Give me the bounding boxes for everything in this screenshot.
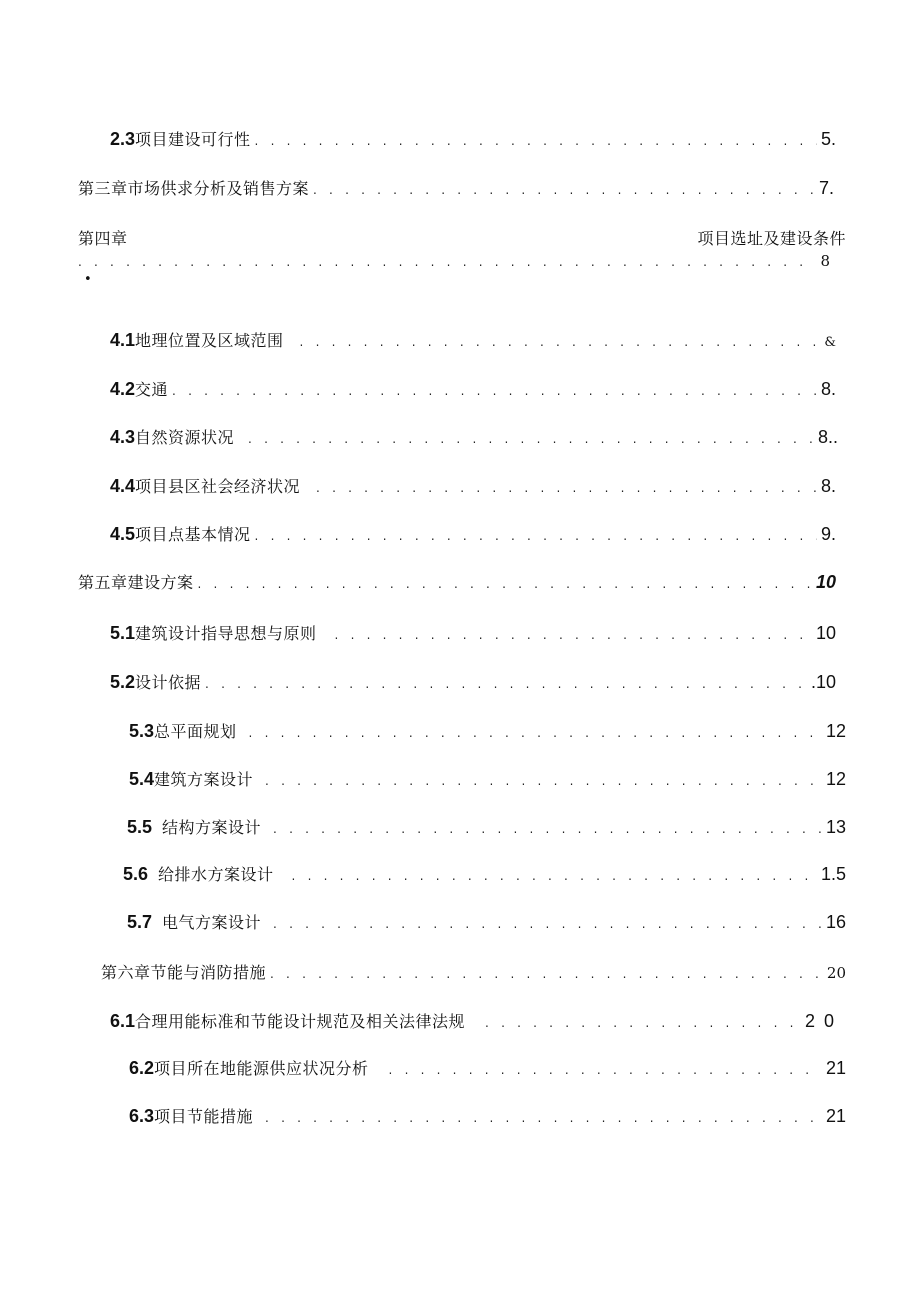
page-number: 12 [825, 769, 846, 789]
page-number: 10 [815, 572, 836, 592]
page-number: 10 [815, 623, 836, 643]
page-number: & [824, 335, 836, 350]
toc-entry-4-5[interactable] [110, 522, 836, 545]
dot-leader [273, 822, 822, 836]
section-number: 5.7 [127, 912, 153, 932]
section-title: 项目县区社会经济状况 [135, 477, 301, 496]
section-number: 5.2 [110, 672, 136, 692]
page-number: 20 [826, 964, 846, 982]
dot-leader [265, 774, 822, 788]
page-number: 5. [820, 129, 836, 149]
section-number: 4.5 [110, 524, 136, 544]
dot-leader [300, 335, 821, 349]
page-number: 12 [825, 721, 846, 741]
page-number: 13 [825, 817, 846, 837]
dot-leader [78, 255, 816, 269]
dot-leader [485, 1016, 801, 1030]
toc-entry-5-2[interactable] [110, 670, 836, 693]
toc-entry-6-2[interactable] [129, 1056, 846, 1079]
toc-entry-chapter-4[interactable] [78, 226, 846, 296]
dot-leader [255, 529, 817, 543]
dot-leader [255, 134, 817, 148]
toc-entry-chapter-5[interactable] [78, 570, 836, 593]
toc-entry-chapter-6[interactable] [101, 960, 846, 983]
dot-leader [205, 677, 807, 691]
page-number: 21 [825, 1058, 846, 1078]
toc-entry-5-6[interactable] [123, 862, 846, 885]
chapter-title: 第五章建设方案 [78, 573, 194, 592]
chapter-label: 第四章 [78, 229, 128, 248]
section-number: 6.3 [129, 1106, 155, 1126]
toc-entry-5-5[interactable] [127, 815, 846, 838]
toc-entry-6-1[interactable] [110, 1009, 836, 1032]
section-title: 建筑方案设计 [154, 770, 254, 789]
bullet-mark: • [84, 272, 92, 287]
section-number: 6.1 [110, 1011, 136, 1031]
page-number: .10 [810, 672, 836, 692]
chapter-title: 第三章市场供求分析及销售方案 [78, 179, 310, 198]
section-title: 项目节能措施 [154, 1107, 254, 1126]
chapter-title: 项目选址及建设条件 [697, 229, 846, 248]
dot-leader [172, 384, 817, 398]
page-number: 1.5 [820, 864, 846, 884]
dot-leader [198, 577, 812, 591]
section-title: 项目点基本情况 [135, 525, 251, 544]
toc-entry-4-2[interactable] [110, 377, 836, 400]
dot-leader [273, 917, 822, 931]
section-title: 电气方案设计 [162, 913, 262, 932]
section-number: 5.1 [110, 623, 136, 643]
section-number: 5.3 [129, 721, 155, 741]
page-number: 8 [820, 252, 830, 270]
toc-entry-chapter-3[interactable] [78, 176, 834, 199]
section-number: 5.6 [123, 864, 149, 884]
toc-entry-4-3[interactable] [110, 425, 838, 448]
page-number: 8. [820, 379, 836, 399]
dot-leader [270, 967, 823, 981]
page-number: 2 0 [804, 1011, 836, 1031]
page-number: 9. [820, 524, 836, 544]
page-number: 21 [825, 1106, 846, 1126]
toc-entry-4-1[interactable] [110, 328, 836, 351]
dot-leader [389, 1063, 822, 1077]
section-title: 总平面规划 [154, 722, 237, 741]
toc-entry-5-4[interactable] [129, 767, 846, 790]
page-number: 16 [825, 912, 846, 932]
section-title: 给排水方案设计 [158, 865, 274, 884]
section-number: 5.5 [127, 817, 153, 837]
section-title: 建筑设计指导思想与原则 [135, 624, 317, 643]
section-number: 6.2 [129, 1058, 155, 1078]
dot-leader [335, 628, 812, 642]
dot-leader [316, 481, 817, 495]
section-title: 自然资源状况 [135, 428, 235, 447]
page-number: 8.. [817, 427, 838, 447]
dot-leader [313, 183, 815, 197]
section-title: 地理位置及区域范围 [135, 331, 284, 350]
dot-leader [249, 726, 822, 740]
page-number: 8. [820, 476, 836, 496]
toc-entry-2-3[interactable] [110, 127, 836, 150]
section-number: 4.3 [110, 427, 136, 447]
section-title: 项目建设可行性 [135, 130, 251, 149]
section-title: 结构方案设计 [162, 818, 262, 837]
page-number: 7. [818, 178, 834, 198]
dot-leader [292, 869, 817, 883]
dot-leader [265, 1111, 822, 1125]
section-title: 设计依据 [135, 673, 202, 692]
section-number: 4.4 [110, 476, 136, 496]
toc-entry-5-7[interactable] [127, 910, 846, 933]
toc-entry-6-3[interactable] [129, 1104, 846, 1127]
section-number: 4.1 [110, 330, 136, 350]
toc-entry-5-1[interactable] [110, 621, 836, 644]
section-number: 5.4 [129, 769, 155, 789]
section-title: 项目所在地能源供应状况分析 [154, 1059, 369, 1078]
section-number: 4.2 [110, 379, 136, 399]
toc-entry-5-3[interactable] [129, 719, 846, 742]
section-title: 交通 [135, 380, 169, 399]
dot-leader [248, 432, 814, 446]
chapter-title: 第六章节能与消防措施 [101, 963, 267, 982]
section-title: 合理用能标准和节能设计规范及相关法律法规 [135, 1012, 466, 1031]
section-number: 2.3 [110, 129, 136, 149]
toc-entry-4-4[interactable] [110, 474, 836, 497]
